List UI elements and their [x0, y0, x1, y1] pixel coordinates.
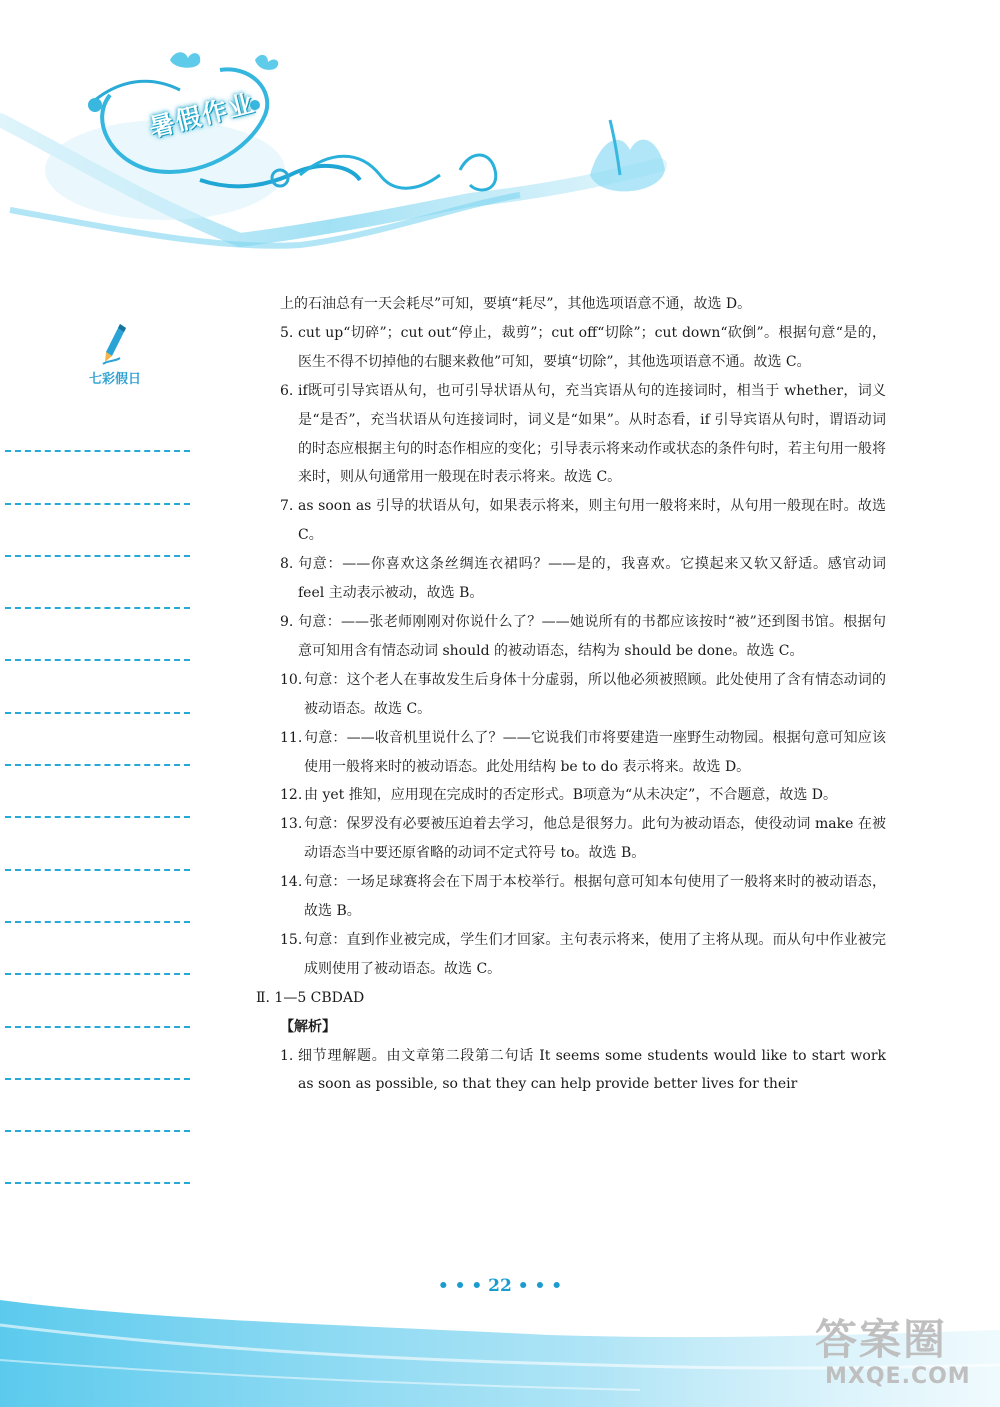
item-text: 句意：——你喜欢这条丝绸连衣裙吗？——是的，我喜欢。它摸起来又软又舒适。感官动词 feel 主动表示被动，故选 B。 — [298, 556, 886, 602]
item-number: 12. — [280, 787, 303, 804]
note-line — [5, 871, 190, 923]
answer-continuation: 上的石油总有一天会耗尽”可知，要填“耗尽”，其他选项语意不通，故选 D。 — [280, 296, 752, 312]
answer-content — [256, 290, 886, 1099]
item-number: 6. — [280, 382, 294, 399]
item-text: 句意：一场足球赛将会在下周于本校举行。根据句意可知本句使用了一般将来时的被动语态，故选 B。 — [304, 874, 886, 920]
header-title: 暑假作业 — [146, 88, 259, 143]
answer-item — [280, 926, 886, 984]
sidebar-brand — [70, 322, 160, 387]
sidebar-brand-label: 七彩假日 — [88, 372, 141, 387]
note-line — [5, 661, 190, 713]
item-text: 句意：——收音机里说什么了？——它说我们市将要建造一座野生动物园。根据句意可知应该使用一般将来时的被动语态。此处用结构 be to do 表示将来。故选 D。 — [304, 729, 886, 775]
note-line — [5, 714, 190, 766]
item-text: cut up“切碎”；cut out“停止，裁剪”；cut off“切除”；cut down“砍倒”。根据句意“是的，医生不得不切掉他的右腿来救他”可知，要填“切除”，其他选项语意不通。故选 C。 — [298, 324, 886, 370]
item-text: if既可引导宾语从句，也可引导状语从句，充当宾语从句的连接词时，相当于 whether，词义是“是否”，充当状语从句连接词时，词义是“如果”。从时态看，if 引导宾语从句时，谓语动词的时态应根据主句的时态作相应的变化；引导表示将来动作或状态的条件句时，若主句用一般将来时，则从句通常用一般现在时表示将来。故选 C。 — [298, 382, 886, 486]
note-lines — [5, 400, 190, 1184]
item-number: 8. — [280, 556, 294, 573]
item-number: 9. — [280, 613, 294, 630]
answer-item — [280, 868, 886, 926]
answer-item — [280, 608, 886, 666]
note-line — [5, 1028, 190, 1080]
item-text: 句意：保罗没有必要被压迫着去学习，他总是很努力。此句为被动语态，使役动词 make 在被动语态当中要还原省略的动词不定式符号 to。故选 B。 — [304, 816, 886, 862]
note-line — [5, 818, 190, 870]
note-line — [5, 975, 190, 1027]
pen-icon — [100, 322, 130, 366]
answer-item — [280, 724, 886, 782]
watermark-top: 答案圈 — [815, 1315, 948, 1364]
watermark — [815, 1316, 995, 1402]
item-number: 10. — [280, 671, 303, 688]
answer-item — [280, 319, 886, 377]
section-heading: Ⅱ. 1—5 CBDAD — [256, 989, 365, 1006]
answer-item — [280, 810, 886, 868]
item-number: 13. — [280, 816, 303, 833]
answer-item — [280, 666, 886, 724]
watermark-bottom: MXQE.COM — [825, 1364, 971, 1389]
answer-item — [280, 1042, 886, 1100]
item-text: 细节理解题。由文章第二段第二句话 It seems some students would like to start work as soon as possible, so that they can help provide better lives for their — [298, 1047, 886, 1093]
note-line — [5, 452, 190, 504]
answer-item — [280, 550, 886, 608]
note-line — [5, 400, 190, 452]
note-line — [5, 609, 190, 661]
item-number: 1. — [280, 1047, 294, 1064]
answer-item — [280, 377, 886, 493]
answer-item — [280, 781, 886, 810]
item-number: 15. — [280, 931, 303, 948]
answer-item — [280, 492, 886, 550]
item-text: 句意：这个老人在事故发生后身体十分虚弱，所以他必须被照顾。此处使用了含有情态动词的被动语态。故选 C。 — [304, 671, 886, 717]
item-text: 由 yet 推知，应用现在完成时的否定形式。B项意为“从未决定”，不合题意，故选 D。 — [304, 787, 837, 804]
item-number: 11. — [280, 729, 303, 746]
note-line — [5, 557, 190, 609]
analysis-label: 【解析】 — [280, 1018, 336, 1035]
item-text: 句意：——张老师刚刚对你说什么了？——她说所有的书都应该按时“被”还到图书馆。根据句意可知用含有情态动词 should 的被动语态，结构为 should be done。故选 C。 — [298, 613, 886, 659]
item-number: 5. — [280, 324, 294, 341]
page-number: • • • 22 • • • — [437, 1276, 563, 1296]
note-line — [5, 1080, 190, 1132]
item-text: as soon as 引导的状语从句，如果表示将来，则主句用一般将来时，从句用一般现在时。故选 C。 — [298, 498, 886, 544]
item-number: 7. — [280, 498, 294, 515]
note-line — [5, 923, 190, 975]
note-line — [5, 1132, 190, 1184]
item-text: 句意：直到作业被完成，学生们才回家。主句表示将来，使用了主将从现。而从句中作业被完成则使用了被动语态。故选 C。 — [304, 931, 886, 977]
note-line — [5, 766, 190, 818]
item-number: 14. — [280, 874, 303, 891]
note-line — [5, 505, 190, 557]
